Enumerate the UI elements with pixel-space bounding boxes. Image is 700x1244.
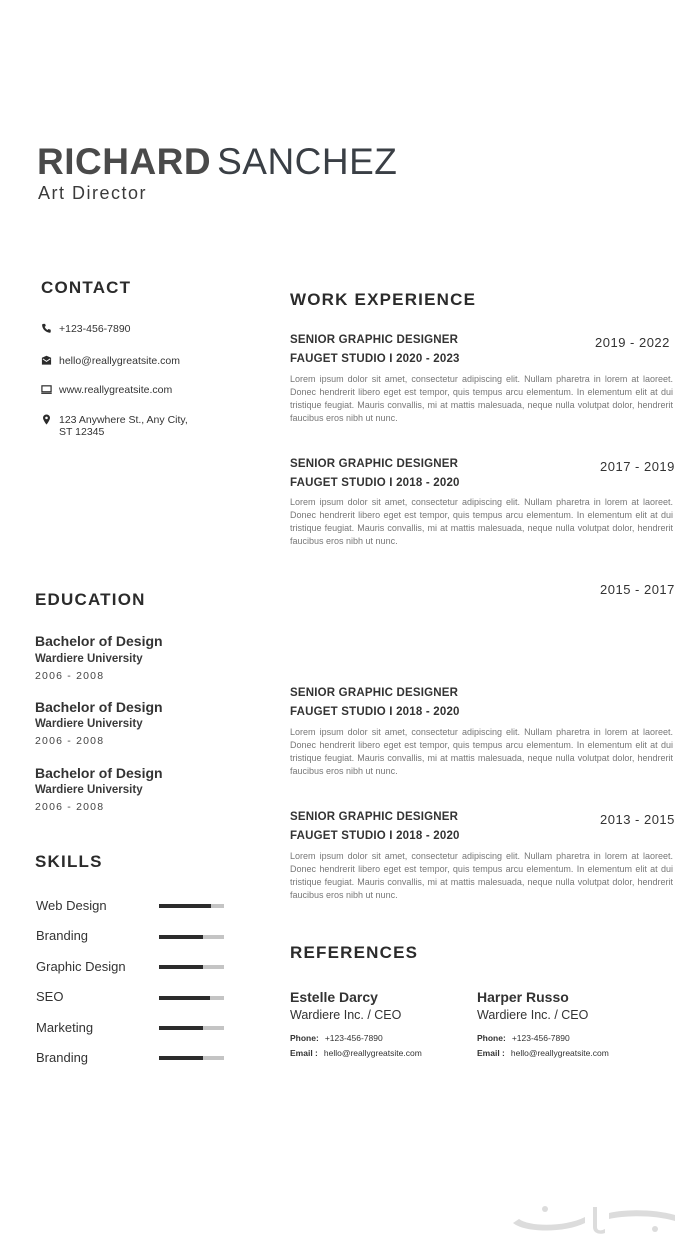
reference-email-label: Email : (477, 1048, 505, 1058)
reference-phone (477, 1033, 570, 1043)
last-name: SANCHEZ (217, 141, 398, 182)
reference-phone-value: +123-456-7890 (324, 1033, 383, 1043)
education-degree: Bachelor of Design (35, 699, 163, 715)
reference-role: Wardiere Inc. / CEO (477, 1008, 589, 1022)
contact-email-text[interactable]: hello@reallygreatsite.com (59, 355, 180, 367)
reference-phone-label: Phone: (477, 1033, 506, 1043)
education-degree: Bachelor of Design (35, 633, 163, 649)
location-pin-icon (41, 414, 52, 425)
full-name (37, 142, 397, 182)
skill-bar-fill (159, 935, 203, 939)
contact-phone (41, 323, 131, 335)
skill-name: Graphic Design (36, 959, 126, 974)
skill-bar-fill (159, 1026, 203, 1030)
job-title: SENIOR GRAPHIC DESIGNER (290, 334, 459, 346)
job-years: 2017 - 2019 (600, 459, 675, 474)
references-title: REFERENCES (290, 943, 419, 962)
contact-website (41, 384, 172, 396)
skill-name: SEO (36, 989, 64, 1004)
skill-bar (159, 1056, 224, 1060)
contact-title: CONTACT (41, 278, 132, 297)
phone-icon (41, 323, 52, 334)
job-role: Art Director (38, 183, 148, 203)
education-years: 2006 - 2008 (35, 735, 105, 747)
job-years: 2013 - 2015 (600, 812, 675, 827)
skill-name: Branding (36, 1050, 89, 1065)
skill-name: Branding (36, 928, 89, 943)
skill-bar-fill (159, 996, 210, 1000)
reference-phone-label: Phone: (290, 1033, 319, 1043)
skill-bar (159, 935, 224, 939)
contact-email (41, 355, 180, 367)
job-years: 2015 - 2017 (600, 582, 675, 597)
job-description: Lorem ipsum dolor sit amet, consectetur adipiscing elit. Nullam pharetra in lorem at laoreet. Donec hendrerit libero eget est tempor, quis tempus arcu elementum. In elementum elit at dui tristique feugiat. Mauris convallis, mi at mattis malesuada, neque nulla volutpat dolor, hendrerit faucibus eros nibh ut nunc. (290, 727, 673, 776)
first-name: RICHARD (37, 141, 212, 182)
job-title: SENIOR GRAPHIC DESIGNER (290, 687, 459, 699)
skill-bar-fill (159, 965, 203, 969)
education-university: Wardiere University (35, 653, 143, 665)
job-company: FAUGET STUDIO I 2018 - 2020 (290, 830, 460, 842)
job-company: FAUGET STUDIO I 2020 - 2023 (290, 353, 460, 365)
skill-bar (159, 904, 224, 908)
reference-phone (290, 1033, 383, 1043)
job-title: SENIOR GRAPHIC DESIGNER (290, 458, 459, 470)
job-company: FAUGET STUDIO I 2018 - 2020 (290, 706, 460, 718)
reference-email (290, 1048, 422, 1058)
reference-name: Estelle Darcy (290, 989, 378, 1005)
skill-bar (159, 996, 224, 1000)
education-years: 2006 - 2008 (35, 670, 105, 682)
job-years: 2019 - 2022 (595, 335, 670, 350)
contact-address-line1: 123 Anywhere St., Any City, (59, 414, 188, 426)
work-experience-title: WORK EXPERIENCE (290, 290, 477, 309)
education-degree: Bachelor of Design (35, 765, 163, 781)
education-title: EDUCATION (35, 590, 146, 609)
monitor-icon (41, 384, 52, 395)
reference-phone-value: +123-456-7890 (511, 1033, 570, 1043)
reference-email-value[interactable]: hello@reallygreatsite.com (510, 1048, 609, 1058)
education-university: Wardiere University (35, 784, 143, 796)
reference-name: Harper Russo (477, 989, 569, 1005)
job-description: Lorem ipsum dolor sit amet, consectetur adipiscing elit. Nullam pharetra in lorem at laoreet. Donec hendrerit libero eget est tempor, quis tempus arcu elementum. In elementum elit at dui tristique feugiat. Mauris convallis, mi at mattis malesuada, neque nulla volutpat dolor, hendrerit faucibus eros nibh ut nunc. (290, 851, 673, 900)
reference-email-label: Email : (290, 1048, 318, 1058)
contact-address-line2: ST 12345 (59, 426, 105, 438)
job-description: Lorem ipsum dolor sit amet, consectetur adipiscing elit. Nullam pharetra in lorem at laoreet. Donec hendrerit libero eget est tempor, quis tempus arcu elementum. In elementum elit at dui tristique feugiat. Mauris convallis, mi at mattis malesuada, neque nulla volutpat dolor, hendrerit faucibus eros nibh ut nunc. (290, 497, 673, 546)
skill-bar-fill (159, 904, 211, 908)
skills-title: SKILLS (35, 852, 103, 871)
education-years: 2006 - 2008 (35, 801, 105, 813)
job-description: Lorem ipsum dolor sit amet, consectetur adipiscing elit. Nullam pharetra in lorem at laoreet. Donec hendrerit libero eget est tempor, quis tempus arcu elementum. In elementum elit at dui tristique feugiat. Mauris convallis, mi at mattis malesuada, neque nulla volutpat dolor, hendrerit faucibus eros nibh ut nunc. (290, 374, 673, 423)
skill-bar (159, 965, 224, 969)
reference-role: Wardiere Inc. / CEO (290, 1008, 402, 1022)
education-university: Wardiere University (35, 718, 143, 730)
contact-phone-text: +123-456-7890 (59, 323, 131, 335)
skill-bar (159, 1026, 224, 1030)
job-company: FAUGET STUDIO I 2018 - 2020 (290, 477, 460, 489)
job-title: SENIOR GRAPHIC DESIGNER (290, 811, 459, 823)
skill-name: Web Design (36, 898, 107, 913)
watermark-logo (505, 1193, 690, 1238)
contact-address (41, 414, 209, 438)
envelope-icon (41, 355, 52, 366)
skill-name: Marketing (36, 1020, 94, 1035)
skill-bar-fill (159, 1056, 203, 1060)
reference-email-value[interactable]: hello@reallygreatsite.com (323, 1048, 422, 1058)
contact-website-text[interactable]: www.reallygreatsite.com (59, 384, 173, 396)
reference-email (477, 1048, 609, 1058)
